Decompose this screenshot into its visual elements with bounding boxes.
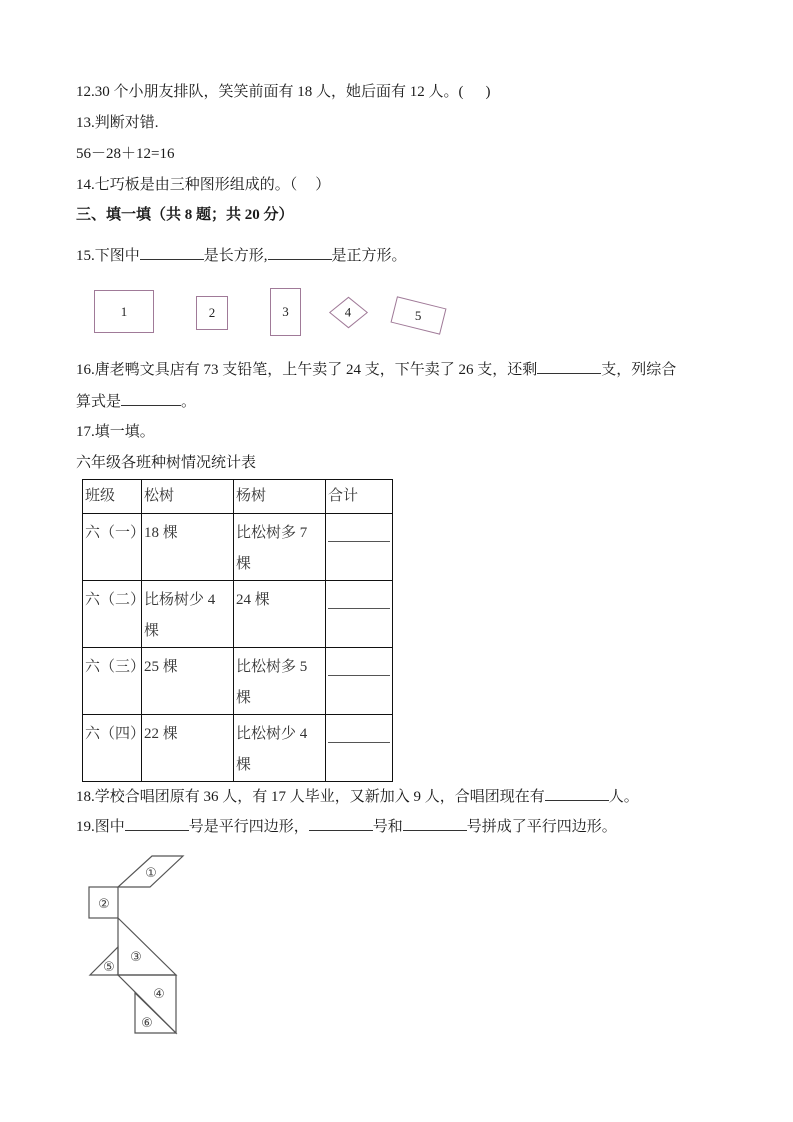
question-15-suffix: 是正方形。 [331, 248, 407, 264]
question-14-close: ） [315, 177, 331, 193]
question-17-title: 17.填一填。 [76, 424, 155, 440]
question-19-mid2: 号和 [372, 819, 403, 835]
question-19-mid1: 号是平行四边形， [188, 819, 309, 835]
cell-pine-line2: 棵 [144, 623, 160, 639]
cell-poplar-text: 24 棵 [236, 592, 270, 608]
cell-class: 六（三） [83, 648, 142, 715]
answer-blank-15b[interactable] [268, 245, 332, 260]
shape-3-label: 3 [282, 304, 289, 319]
section-3-header: 三、填一填（共 8 题；共 20 分） [76, 207, 294, 223]
cell-total [326, 514, 393, 581]
cell-pine [142, 715, 234, 782]
shape-1-rectangle [94, 290, 154, 333]
piece-2-label: ② [98, 897, 110, 912]
cell-pine [142, 581, 234, 648]
answer-blank-18[interactable] [545, 786, 609, 801]
answer-blank-19a[interactable] [125, 816, 189, 831]
piece-3-label: ③ [130, 950, 142, 965]
question-18-suffix: 人。 [608, 789, 639, 805]
question-15-prefix: 15.下图中 [76, 248, 140, 264]
question-16-line2-suffix: 。 [181, 394, 197, 410]
cell-pine-text: 18 棵 [144, 525, 178, 541]
question-12-text: 12.30 个小朋友排队，笑笑前面有 18 人，她后面有 12 人。( [76, 84, 464, 100]
table-row [83, 648, 393, 715]
answer-blank-total-4[interactable] [328, 742, 390, 743]
header-class: 班级 [83, 480, 142, 514]
piece-3-triangle [118, 918, 176, 975]
cell-poplar-line2: 棵 [236, 690, 252, 706]
table-row [83, 715, 393, 782]
question-12 [76, 82, 491, 102]
cell-poplar-line2: 棵 [236, 556, 252, 572]
cell-class: 六（一） [83, 514, 142, 581]
cell-total [326, 715, 393, 782]
cell-poplar [234, 648, 326, 715]
question-19 [76, 816, 617, 837]
answer-blank-15a[interactable] [140, 245, 204, 260]
tree-planting-table [82, 479, 393, 782]
question-14 [76, 175, 330, 195]
question-16-line2 [76, 391, 196, 412]
cell-poplar [234, 715, 326, 782]
question-13-expression: 56－28＋12=16 [76, 146, 175, 162]
cell-pine [142, 514, 234, 581]
shape-1-label: 1 [120, 303, 128, 319]
answer-blank-19b[interactable] [309, 816, 373, 831]
table-header-row [83, 480, 393, 514]
question-15 [76, 245, 407, 266]
piece-6-label: ⑥ [141, 1016, 153, 1031]
piece-5-label: ⑤ [103, 960, 115, 975]
answer-blank-total-3[interactable] [328, 675, 390, 676]
cell-pine-text: 22 棵 [144, 726, 178, 742]
cell-pine-text: 25 棵 [144, 659, 178, 675]
question-18 [76, 786, 639, 807]
cell-pine-line1: 比杨树少 4 [144, 592, 216, 608]
piece-1-label: ① [145, 866, 157, 881]
shape-2-square [196, 296, 228, 330]
answer-blank-19c[interactable] [403, 816, 467, 831]
answer-blank-total-2[interactable] [328, 608, 390, 609]
shape-2-label: 2 [208, 305, 216, 320]
question-14-text: 14.七巧板是由三种图形组成的。（ [76, 177, 298, 193]
shape-4-tilted-square [329, 297, 368, 329]
cell-total [326, 648, 393, 715]
cell-poplar [234, 514, 326, 581]
cell-total [326, 581, 393, 648]
shape-3-rectangle [270, 288, 301, 336]
question-16-mid: 支，列综合 [601, 362, 677, 378]
shape-4-label: 4 [345, 304, 352, 320]
cell-poplar-line2: 棵 [236, 757, 252, 773]
cell-poplar-line1: 比松树多 7 [236, 525, 308, 541]
header-poplar: 杨树 [234, 480, 326, 514]
cell-poplar-line1: 比松树少 4 [236, 726, 308, 742]
question-19-suffix: 号拼成了平行四边形。 [466, 819, 617, 835]
cell-pine [142, 648, 234, 715]
answer-blank-total-1[interactable] [328, 541, 390, 542]
question-16-prefix: 16.唐老鸭文具店有 73 支铅笔，上午卖了 24 支，下午卖了 26 支，还剩 [76, 362, 538, 378]
header-total: 合计 [326, 480, 393, 514]
question-16 [76, 359, 676, 380]
piece-4-label: ④ [153, 987, 165, 1002]
table-row [83, 514, 393, 581]
question-18-prefix: 18.学校合唱团原有 36 人，有 17 人毕业，又新加入 9 人，合唱团现在有 [76, 789, 545, 805]
question-19-prefix: 19.图中 [76, 819, 125, 835]
cell-poplar-line1: 比松树多 5 [236, 659, 308, 675]
question-13-title: 13.判断对错. [76, 115, 159, 131]
shape-5-label: 5 [415, 307, 422, 323]
cell-class: 六（四） [83, 715, 142, 782]
cell-class: 六（二） [83, 581, 142, 648]
table-row [83, 581, 393, 648]
tangram-figure [80, 845, 200, 1045]
answer-blank-16a[interactable] [537, 359, 601, 374]
table-title: 六年级各班种树情况统计表 [76, 455, 257, 471]
question-12-close: ) [485, 84, 491, 100]
shape-5-tilted-rectangle [390, 296, 446, 335]
cell-poplar [234, 581, 326, 648]
header-pine: 松树 [142, 480, 234, 514]
question-16-line2-prefix: 算式是 [76, 394, 122, 410]
question-15-mid: 是长方形, [203, 248, 268, 264]
answer-blank-16b[interactable] [121, 391, 181, 406]
